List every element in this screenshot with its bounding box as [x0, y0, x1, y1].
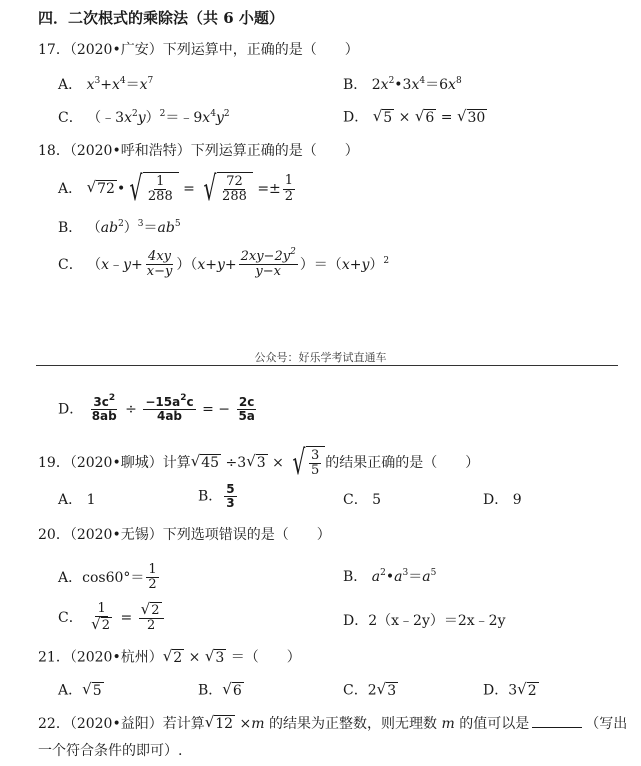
q21-option-b[interactable]: B． √ 6: [198, 680, 242, 699]
question-22-stem: 22．（2020•益阳）若计算 √ 12 ×m 的结果为正整数，则无理数 m 的值可以是 （写出: [38, 713, 628, 733]
option-text: 2（x﹣2y）＝2x﹣2y: [368, 613, 506, 629]
question-17-stem: 17．（2020•广安）下列运算中，正确的是（ ）: [38, 42, 359, 58]
q19-option-c[interactable]: [343, 493, 381, 507]
q17-option-d[interactable]: D． √ 5 × √ 6 = √ 30: [343, 107, 486, 126]
option-label: B．: [198, 682, 223, 699]
q18-option-d[interactable]: D． $\frac{3c^2}{8ab}$ ÷ $\frac{-15a^2c}{4ab}$ = − $\frac{2c}{5a}$: [58, 393, 255, 424]
question-19-stem: 19．（2020•聊城）计算 √ 45 ÷3 √ 3 × √ $\frac{3}{5}$ 的结果正确的是（ ）: [38, 443, 480, 483]
q17-option-b[interactable]: B． $2x^2•3x^4=6x^8$: [343, 76, 462, 93]
question-22-line2: 一个符合条件的即可）.: [38, 743, 183, 759]
q21-option-c[interactable]: C．2 √ 3: [343, 680, 397, 699]
q17-option-c[interactable]: C． $(﹣3x^2y)^2=﹣9x^4y^2$: [58, 109, 230, 126]
page-footer: 公众号：好乐学考试直通车: [254, 351, 387, 364]
q22-variable-m: m: [441, 716, 455, 732]
question-20-stem: 20．（2020•无锡）下列选项错误的是（ ）: [38, 527, 331, 543]
option-label: A．: [58, 77, 83, 93]
q20-option-c[interactable]: C． 1 √ 2 = √ 2 2: [58, 602, 166, 634]
option-label: C．: [58, 256, 83, 273]
option-value: 1: [86, 492, 96, 508]
option-value: 5: [372, 492, 382, 508]
q20-option-a[interactable]: A．cos60°＝ $\frac{1}{2}$: [58, 562, 157, 593]
q22-stem-tail: （写出: [585, 716, 628, 732]
q21-option-d[interactable]: D．3 √ 2: [483, 680, 537, 699]
option-label: D．: [343, 613, 369, 629]
q21-stem-pre: 21．（2020•杭州）: [38, 649, 163, 666]
option-value: 9: [512, 492, 522, 508]
option-label: A．: [58, 492, 83, 508]
q20-option-b[interactable]: B． $a^2•a^3=a^5$: [343, 568, 437, 585]
option-label: B．: [198, 488, 223, 505]
q19-stem-post: 的结果正确的是（ ）: [325, 455, 480, 471]
answer-blank[interactable]: [532, 715, 582, 728]
option-label: D．: [483, 492, 509, 508]
option-label: D．: [483, 682, 509, 699]
q18-option-c[interactable]: C． （x﹣y+ $\frac{4xy}{x-y}$ ）（x+y+ $\frac{2xy-2y^2}{y-x}$ ）$=(x+y)^2$: [58, 247, 390, 280]
option-text: cos60°＝: [82, 569, 145, 586]
option-label: B．: [343, 77, 368, 93]
q19-option-d[interactable]: [483, 493, 522, 507]
option-label: A．: [58, 569, 83, 586]
option-label: A．: [58, 181, 83, 197]
question-21-stem: 21．（2020•杭州） √ 2 × √ 3 ＝（ ）: [38, 647, 301, 666]
option-label: D．: [343, 109, 369, 126]
question-18-stem: 18．（2020•呼和浩特）下列运算正确的是（ ）: [38, 143, 359, 159]
option-label: C．: [343, 492, 368, 508]
option-label: C．: [343, 682, 368, 699]
option-label: C．: [58, 609, 83, 626]
q18-option-a[interactable]: A． √ 72 • √ $\frac{1}{288}$ = √ $\frac{72}{288}$ =± $\frac{1}{2}$: [58, 169, 294, 209]
q18-option-b[interactable]: B． $(ab^2)^3=ab^5$: [58, 219, 181, 236]
q22-stem-pre: 22．（2020•益阳）若计算: [38, 716, 205, 732]
q19-option-a[interactable]: [58, 493, 96, 507]
q19-option-b[interactable]: B． $\frac{5}{3}$: [198, 482, 235, 511]
option-label: A．: [58, 682, 83, 699]
option-label: D．: [58, 401, 84, 418]
option-label: C．: [58, 110, 83, 126]
q20-option-d[interactable]: [343, 614, 505, 628]
section-title: 四．二次根式的乘除法（共 6 小题）: [38, 9, 284, 27]
q21-stem-post: ＝（ ）: [230, 649, 301, 666]
option-label: B．: [58, 220, 83, 236]
q22-stem-post: 的值可以是: [459, 716, 530, 732]
q21-option-a[interactable]: A． √ 5: [58, 680, 102, 699]
option-label: B．: [343, 569, 368, 585]
q19-stem-pre: 19．（2020•聊城）计算: [38, 455, 191, 471]
page-divider: [36, 365, 618, 366]
q17-option-a[interactable]: A． $x^3+x^4=x^7$: [58, 76, 154, 93]
q22-stem-mid: 的结果为正整数，则无理数: [269, 716, 438, 732]
